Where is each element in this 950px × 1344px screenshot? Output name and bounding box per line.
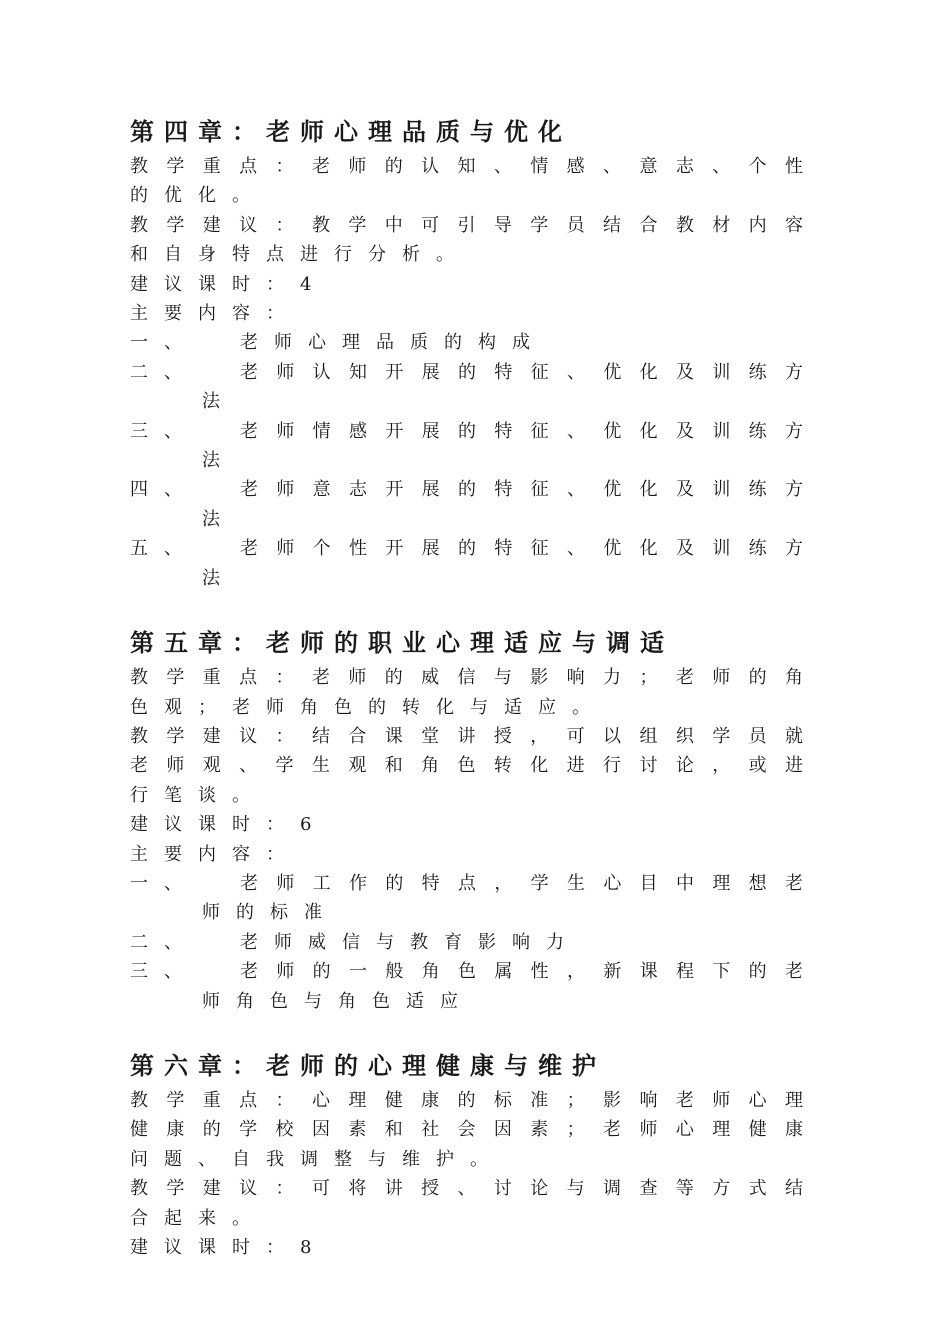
ch5-list-item xyxy=(130,928,805,957)
list-text-cont: 师角色与角色适应 xyxy=(202,990,474,1012)
ch4-class-hours: 建议课时：4 xyxy=(130,273,328,295)
ch5-list-item xyxy=(130,957,805,986)
ch5-teaching-focus-cont: 色观；老师角色的转化与适应。 xyxy=(130,696,606,718)
ch5-class-hours: 建议课时：6 xyxy=(130,814,328,836)
ch6-teaching-suggestion-cont: 合起来。 xyxy=(130,1207,266,1229)
ch5-teaching-suggestion-cont: 行笔谈。 xyxy=(130,784,266,806)
ch5-teaching-suggestion: 教学建议：结合课堂讲授，可以组织学员就 xyxy=(130,725,805,747)
ch5-main-content-label: 主要内容： xyxy=(130,843,300,865)
list-text: 老师心理品质的构成 xyxy=(240,332,546,354)
ch4-teaching-suggestion: 教学建议：教学中可引导学员结合教材内容 xyxy=(130,214,805,236)
ch5-teaching-suggestion-cont: 老师观、学生观和角色转化进行讨论，或进 xyxy=(130,755,805,777)
ch4-main-content-label: 主要内容： xyxy=(130,303,300,325)
list-text-cont: 师的标准 xyxy=(202,902,338,924)
list-text: 老师认知开展的特征、优化及训练方 xyxy=(240,361,805,383)
ch4-list-item xyxy=(130,417,805,446)
list-number: 二、 xyxy=(130,361,198,383)
list-number: 一、 xyxy=(130,872,198,894)
list-text: 老师意志开展的特征、优化及训练方 xyxy=(240,479,805,501)
list-text-cont: 法 xyxy=(202,508,236,530)
ch4-teaching-focus-cont: 的优化。 xyxy=(130,185,266,207)
list-text-cont: 法 xyxy=(202,391,236,413)
ch6-teaching-focus-cont: 问题、自我调整与维护。 xyxy=(130,1148,504,1170)
list-text: 老师工作的特点，学生心目中理想老 xyxy=(240,872,805,894)
ch6-teaching-suggestion: 教学建议：可将讲授、讨论与调查等方式结 xyxy=(130,1178,805,1200)
list-text-cont: 法 xyxy=(202,450,236,472)
ch4-list-item xyxy=(130,358,805,387)
ch4-teaching-suggestion-cont: 和自身特点进行分析。 xyxy=(130,244,470,266)
list-number: 一、 xyxy=(130,332,198,354)
chapter-6-title: 第六章：老师的心理健康与维护 xyxy=(130,1050,606,1080)
chapter-5-title: 第五章：老师的职业心理适应与调适 xyxy=(130,628,674,658)
document-page xyxy=(130,112,805,1262)
ch6-teaching-focus-cont: 健康的学校因素和社会因素；老师心理健康 xyxy=(130,1119,805,1141)
ch6-teaching-focus: 教学重点：心理健康的标准；影响老师心理 xyxy=(130,1089,805,1111)
ch5-teaching-focus: 教学重点：老师的威信与影响力；老师的角 xyxy=(130,667,805,689)
list-text: 老师情感开展的特征、优化及训练方 xyxy=(240,420,805,442)
ch5-list-item xyxy=(130,869,805,898)
chapter-4-title: 第四章：老师心理品质与优化 xyxy=(130,117,572,146)
list-number: 四、 xyxy=(130,479,198,501)
ch6-class-hours: 建议课时：8 xyxy=(130,1237,328,1258)
list-text: 老师的一般角色属性，新课程下的老 xyxy=(240,961,805,983)
list-number: 二、 xyxy=(130,931,198,953)
ch4-list-item xyxy=(130,534,805,563)
list-text: 老师威信与教育影响力 xyxy=(240,931,580,953)
ch4-teaching-focus: 教学重点：老师的认知、情感、意志、个性 xyxy=(130,156,805,177)
list-number: 三、 xyxy=(130,961,198,983)
ch4-list-item xyxy=(130,328,805,357)
list-text-cont: 法 xyxy=(202,567,236,589)
list-text: 老师个性开展的特征、优化及训练方 xyxy=(240,538,805,560)
list-number: 三、 xyxy=(130,420,198,442)
list-number: 五、 xyxy=(130,538,198,560)
ch4-list-item xyxy=(130,475,805,504)
